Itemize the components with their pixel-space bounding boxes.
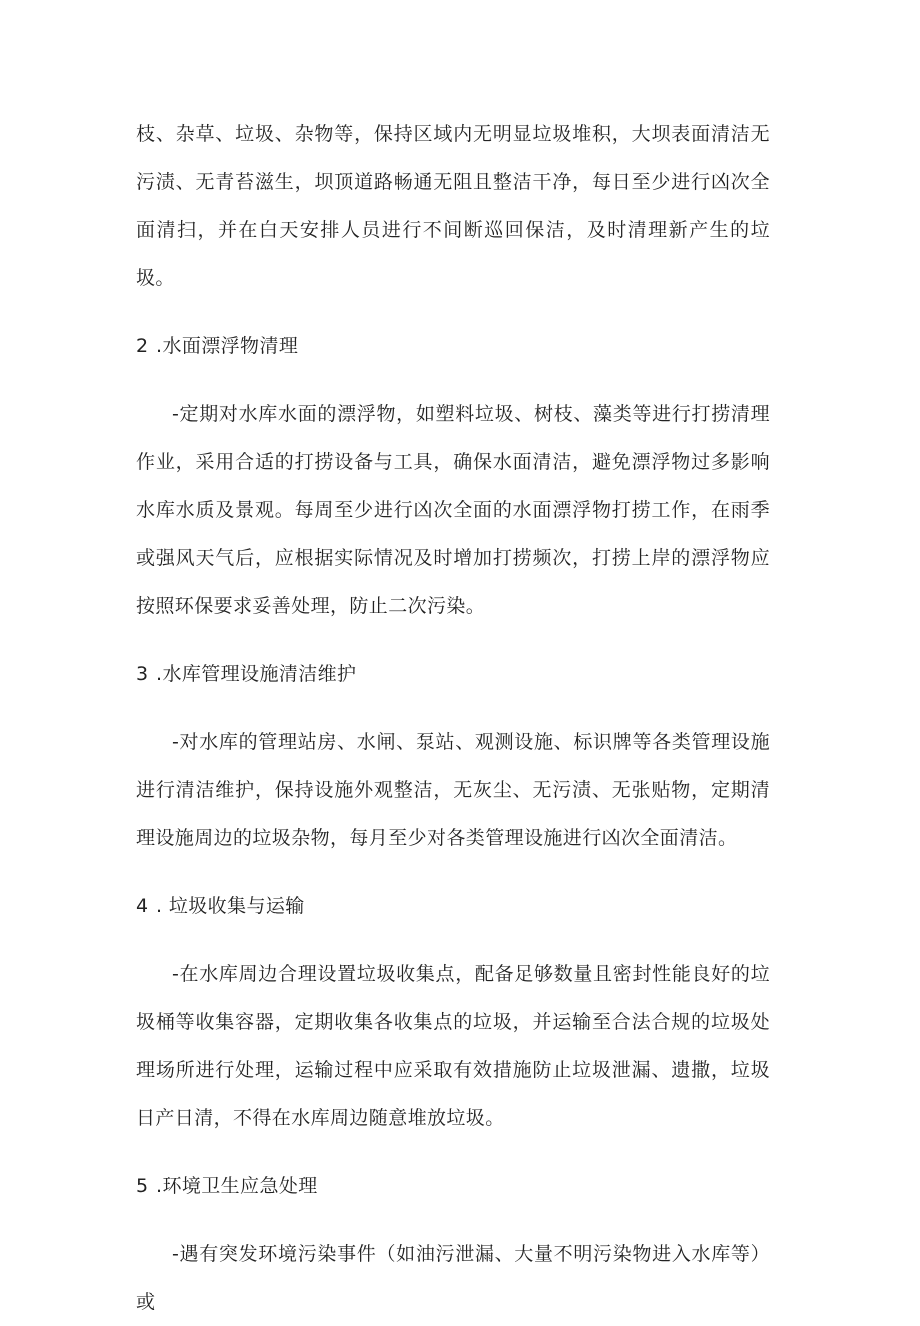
section-number: 4 [136, 895, 149, 917]
section-heading-5 [136, 1162, 770, 1210]
section-number: 2 [136, 335, 149, 357]
section-title: . 垃圾收集与运输 [156, 895, 305, 917]
section-heading-4 [136, 882, 770, 930]
section-title: .水面漂浮物清理 [156, 335, 299, 357]
section-title: .水库管理设施清洁维护 [156, 663, 357, 685]
paragraph-facility-cleaning: -对水库的管理站房、水闸、泵站、观测设施、标识牌等各类管理设施进行清洁维护，保持设施外观整洁，无灰尘、无污渍、无张贴物，定期清理设施周边的垃圾杂物，每月至少对各类管理设施进行凶次全面清洁。 [136, 731, 770, 849]
section-title: .环境卫生应急处理 [156, 1175, 318, 1197]
paragraph-garbage-collection: -在水库周边合理设置垃圾收集点，配备足够数量且密封性能良好的垃圾桶等收集容器，定期收集各收集点的垃圾，并运输至合法合规的垃圾处理场所进行处理，运输过程中应采取有效措施防止垃圾泄漏、遗撒，垃圾日产日清，不得在水库周边随意堆放垃圾。 [136, 963, 770, 1129]
section-heading-2 [136, 322, 770, 370]
section-heading-3 [136, 650, 770, 698]
section-number: 5 [136, 1175, 149, 1197]
paragraph-emergency: -遇有突发环境污染事件（如油污泄漏、大量不明污染物进入水库等）或 [136, 1243, 770, 1313]
paragraph-continuation: 枝、杂草、垃圾、杂物等，保持区域内无明显垃圾堆积，大坝表面清洁无污渍、无青苔滋生，坝顶道路畅通无阻且整洁干净，每日至少进行凶次全面清扫，并在白天安排人员进行不间断巡回保洁，及时清理新产生的垃圾。 [136, 123, 770, 289]
section-number: 3 [136, 663, 149, 685]
paragraph-floating-debris: -定期对水库水面的漂浮物，如塑料垃圾、树枝、藻类等进行打捞清理作业，采用合适的打捞设备与工具，确保水面清洁，避免漂浮物过多影响水库水质及景观。每周至少进行凶次全面的水面漂浮物打捞工作，在雨季或强风天气后，应根据实际情况及时增加打捞频次，打捞上岸的漂浮物应按照环保要求妥善处理，防止二次污染。 [136, 403, 770, 617]
